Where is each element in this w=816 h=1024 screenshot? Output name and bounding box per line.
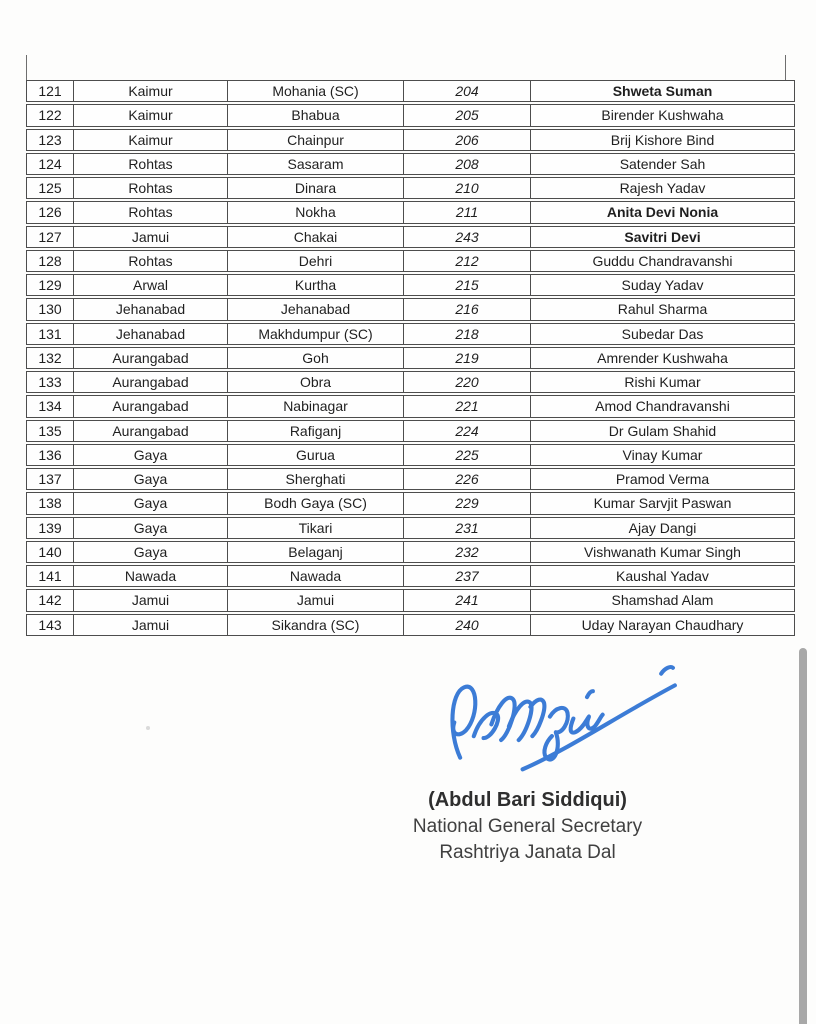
- cell-district: Gaya: [74, 469, 228, 489]
- cell-constituency-number: 229: [404, 493, 531, 513]
- signatory-organization: Rashtriya Janata Dal: [439, 842, 616, 863]
- cell-constituency: Rafiganj: [228, 421, 404, 441]
- cell-candidate-name: Amod Chandravanshi: [595, 398, 730, 415]
- cell-candidate-name: Amrender Kushwaha: [597, 349, 728, 366]
- cell-serial-number: 127: [27, 227, 74, 247]
- cell-serial-number: 137: [27, 469, 74, 489]
- cell-candidate-name: Satender Sah: [619, 155, 706, 172]
- signature-strokes: [452, 667, 674, 769]
- cell-constituency: Goh: [228, 348, 404, 368]
- signature-ink-image: [440, 660, 695, 782]
- table-row: [26, 492, 795, 514]
- cell-constituency: Nabinagar: [228, 396, 404, 416]
- cell-serial-number: 126: [27, 202, 74, 222]
- cell-constituency-number: 221: [404, 396, 531, 416]
- table-row: [26, 201, 795, 223]
- cell-serial-number: 138: [27, 493, 74, 513]
- table-row: [26, 565, 795, 587]
- cell-serial-number: 132: [27, 348, 74, 368]
- cell-serial-number: 128: [27, 251, 74, 271]
- cell-district: Rohtas: [74, 154, 228, 174]
- cell-district: Rohtas: [74, 251, 228, 271]
- cell-serial-number: 142: [27, 590, 74, 610]
- cell-candidate-name: Rajesh Yadav: [619, 180, 706, 197]
- cell-constituency-number: 216: [404, 299, 531, 319]
- table-row: [26, 468, 795, 490]
- cell-candidate-name: Shamshad Alam: [611, 592, 714, 609]
- cell-serial-number: 124: [27, 154, 74, 174]
- cell-candidate-name: Shweta Suman: [612, 83, 713, 100]
- cell-constituency: Jamui: [228, 590, 404, 610]
- table-row: [26, 129, 795, 151]
- scan-speck: [146, 726, 150, 730]
- cell-constituency: Gurua: [228, 445, 404, 465]
- cell-constituency: Obra: [228, 372, 404, 392]
- cell-constituency: Tikari: [228, 518, 404, 538]
- cell-candidate-name: Guddu Chandravanshi: [592, 252, 733, 269]
- cell-constituency-number: 231: [404, 518, 531, 538]
- cell-district: Rohtas: [74, 178, 228, 198]
- cell-serial-number: 123: [27, 130, 74, 150]
- cell-candidate-name: Suday Yadav: [621, 277, 704, 294]
- cell-district: Aurangabad: [74, 396, 228, 416]
- cell-constituency: Kurtha: [228, 275, 404, 295]
- cell-serial-number: 135: [27, 421, 74, 441]
- cell-constituency-number: 212: [404, 251, 531, 271]
- table-row: [26, 153, 795, 175]
- table-fragment-top: [26, 55, 786, 80]
- cell-constituency-number: 241: [404, 590, 531, 610]
- cell-constituency: Jehanabad: [228, 299, 404, 319]
- cell-district: Jamui: [74, 615, 228, 635]
- cell-constituency-number: 211: [404, 202, 531, 222]
- table-row: [26, 517, 795, 539]
- table-row: [26, 226, 795, 248]
- cell-candidate-name: Savitri Devi: [624, 228, 701, 245]
- cell-candidate-name: Anita Devi Nonia: [606, 204, 719, 221]
- cell-constituency-number: 225: [404, 445, 531, 465]
- cell-district: Gaya: [74, 518, 228, 538]
- cell-constituency-number: 215: [404, 275, 531, 295]
- cell-district: Aurangabad: [74, 348, 228, 368]
- cell-serial-number: 122: [27, 105, 74, 125]
- cell-constituency: Nokha: [228, 202, 404, 222]
- cell-constituency: Chakai: [228, 227, 404, 247]
- cell-district: Jamui: [74, 227, 228, 247]
- cell-candidate-name: Birender Kushwaha: [601, 107, 724, 124]
- cell-constituency: Bodh Gaya (SC): [228, 493, 404, 513]
- cell-district: Kaimur: [74, 81, 228, 101]
- cell-serial-number: 130: [27, 299, 74, 319]
- table-row: [26, 250, 795, 272]
- cell-constituency-number: 240: [404, 615, 531, 635]
- cell-district: Rohtas: [74, 202, 228, 222]
- cell-candidate-name: Kaushal Yadav: [616, 568, 709, 585]
- cell-district: Aurangabad: [74, 421, 228, 441]
- table-row: [26, 298, 795, 320]
- cell-serial-number: 143: [27, 615, 74, 635]
- cell-constituency: Chainpur: [228, 130, 404, 150]
- cell-candidate-name: Ajay Dangi: [628, 519, 697, 536]
- table-row: [26, 104, 795, 126]
- table-row: [26, 347, 795, 369]
- cell-district: Gaya: [74, 542, 228, 562]
- cell-constituency-number: 232: [404, 542, 531, 562]
- cell-constituency-number: 204: [404, 81, 531, 101]
- table-row: [26, 614, 795, 636]
- cell-constituency: Belaganj: [228, 542, 404, 562]
- cell-constituency-number: 219: [404, 348, 531, 368]
- cell-candidate-name: Vinay Kumar: [622, 446, 703, 463]
- signatory-name: (Abdul Bari Siddiqui): [428, 789, 627, 811]
- cell-candidate-name: Brij Kishore Bind: [610, 131, 715, 148]
- table-row: [26, 444, 795, 466]
- scrollbar-thumb[interactable]: [799, 648, 807, 1024]
- cell-district: Kaimur: [74, 130, 228, 150]
- cell-serial-number: 131: [27, 324, 74, 344]
- cell-constituency-number: 218: [404, 324, 531, 344]
- signatory-title: National General Secretary: [412, 816, 643, 837]
- cell-candidate-name: Vishwanath Kumar Singh: [584, 543, 741, 560]
- candidate-table: [26, 80, 795, 638]
- cell-constituency-number: 208: [404, 154, 531, 174]
- cell-constituency: Bhabua: [228, 105, 404, 125]
- cell-serial-number: 121: [27, 81, 74, 101]
- cell-serial-number: 129: [27, 275, 74, 295]
- cell-serial-number: 134: [27, 396, 74, 416]
- cell-district: Arwal: [74, 275, 228, 295]
- cell-constituency-number: 237: [404, 566, 531, 586]
- cell-candidate-name: Dr Gulam Shahid: [608, 422, 717, 439]
- cell-serial-number: 133: [27, 372, 74, 392]
- cell-district: Aurangabad: [74, 372, 228, 392]
- table-row: [26, 589, 795, 611]
- cell-district: Gaya: [74, 445, 228, 465]
- cell-constituency-number: 206: [404, 130, 531, 150]
- table-row: [26, 80, 795, 102]
- table-row: [26, 274, 795, 296]
- table-row: [26, 420, 795, 442]
- cell-district: Jehanabad: [74, 299, 228, 319]
- cell-serial-number: 140: [27, 542, 74, 562]
- cell-constituency: Sasaram: [228, 154, 404, 174]
- cell-constituency: Dinara: [228, 178, 404, 198]
- cell-constituency-number: 224: [404, 421, 531, 441]
- table-row: [26, 323, 795, 345]
- cell-district: Gaya: [74, 493, 228, 513]
- signature-block: [360, 786, 695, 866]
- cell-constituency: Sikandra (SC): [228, 615, 404, 635]
- cell-serial-number: 125: [27, 178, 74, 198]
- cell-district: Jehanabad: [74, 324, 228, 344]
- cell-serial-number: 139: [27, 518, 74, 538]
- cell-district: Nawada: [74, 566, 228, 586]
- cell-constituency-number: 243: [404, 227, 531, 247]
- cell-constituency: Makhdumpur (SC): [228, 324, 404, 344]
- cell-district: Jamui: [74, 590, 228, 610]
- cell-constituency: Nawada: [228, 566, 404, 586]
- cell-candidate-name: Kumar Sarvjit Paswan: [593, 495, 732, 512]
- cell-constituency-number: 226: [404, 469, 531, 489]
- cell-constituency: Dehri: [228, 251, 404, 271]
- cell-candidate-name: Pramod Verma: [615, 471, 710, 488]
- cell-constituency-number: 205: [404, 105, 531, 125]
- cell-candidate-name: Rishi Kumar: [624, 374, 701, 391]
- cell-serial-number: 141: [27, 566, 74, 586]
- table-row: [26, 395, 795, 417]
- cell-constituency-number: 220: [404, 372, 531, 392]
- cell-candidate-name: Uday Narayan Chaudhary: [581, 616, 744, 633]
- cell-constituency: Mohania (SC): [228, 81, 404, 101]
- table-row: [26, 371, 795, 393]
- table-row: [26, 541, 795, 563]
- cell-district: Kaimur: [74, 105, 228, 125]
- cell-candidate-name: Rahul Sharma: [617, 301, 708, 318]
- cell-constituency-number: 210: [404, 178, 531, 198]
- cell-candidate-name: Subedar Das: [621, 325, 704, 342]
- cell-serial-number: 136: [27, 445, 74, 465]
- table-row: [26, 177, 795, 199]
- cell-constituency: Sherghati: [228, 469, 404, 489]
